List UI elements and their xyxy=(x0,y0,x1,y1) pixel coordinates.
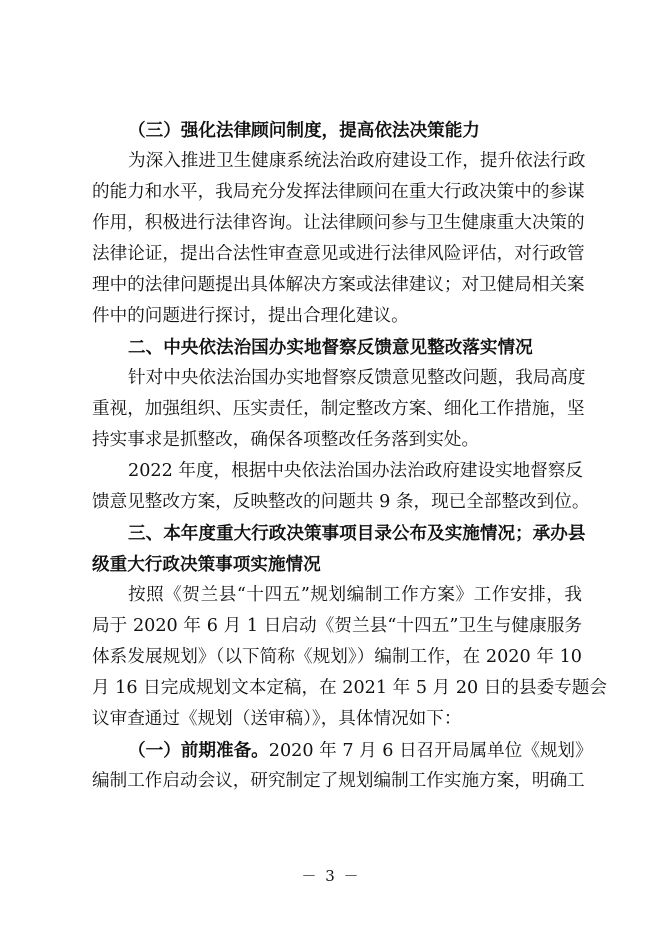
heading-three-block xyxy=(92,518,586,580)
paragraph-line: 件中的问题进行探讨，提出合理化建议。 xyxy=(92,306,409,326)
paragraph-planning xyxy=(92,580,607,735)
section-three-subheading-block xyxy=(92,115,582,146)
paragraph-line: 按照《贺兰县“十四五”规划编制工作方案》工作安排，我 xyxy=(128,585,582,605)
paragraph-line: 针对中央依法治国办实地督察反馈意见整改问题，我局高度 xyxy=(128,368,586,388)
paragraph-line: 重视，加强组织、压实责任，制定整改方案、细化工作措施，坚 xyxy=(92,399,585,419)
paragraph-rectification xyxy=(92,363,586,456)
heading-two-block xyxy=(92,332,582,363)
paragraph-legal-advisor xyxy=(92,146,586,332)
paragraph-line: 的能力和水平，我局充分发挥法律顾问在重大行政决策中的参谋 xyxy=(92,182,585,202)
paragraph-line: 2022 年度，根据中央依法治国办法治政府建设实地督察反 xyxy=(128,461,584,481)
paragraph-line: 月 16 日完成规划文本定稿，在 2021 年 5 月 20 日的县委专题会 xyxy=(92,678,607,698)
preparation-text: 2020 年 7 月 6 日召开局属单位《规划》 xyxy=(268,741,593,761)
paragraph-line: 持实事求是抓整改，确保各项整改任务落到实处。 xyxy=(92,430,480,450)
paragraph-line: 编制工作启动会议，研究制定了规划编制工作实施方案，明确工 xyxy=(92,771,585,791)
preparation-label: （一）前期准备。 xyxy=(128,740,269,761)
paragraph-line: 理中的法律问题提出具体解决方案或法律建议；对卫健局相关案 xyxy=(92,275,585,295)
paragraph-line xyxy=(92,735,593,766)
heading-three-line: 三、本年度重大行政决策事项目录公布及实施情况；承办县 xyxy=(128,523,586,544)
heading-three-line: 级重大行政决策事项实施情况 xyxy=(92,554,321,575)
heading-two: 二、中央依法治国办实地督察反馈意见整改落实情况 xyxy=(128,337,533,358)
page-number: － 3 － xyxy=(301,867,361,885)
paragraph-2022-summary xyxy=(92,456,590,518)
paragraph-line: 馈意见整改方案，反映整改的问题共 9 条，现已全部整改到位。 xyxy=(92,492,590,512)
paragraph-line: 为深入推进卫生健康系统法治政府建设工作，提升依法行政 xyxy=(128,151,586,171)
paragraph-line: 作用，积极进行法律咨询。让法律顾问参与卫生健康重大决策的 xyxy=(92,213,585,233)
section-three-subheading: （三）强化法律顾问制度，提高依法决策能力 xyxy=(128,120,480,141)
paragraph-line: 体系发展规划》（以下简称《规划》）编制工作，在 2020 年 10 xyxy=(92,647,582,667)
paragraph-line: 议审查通过《规划（送审稿）》，具体情况如下： xyxy=(92,709,462,729)
paragraph-line: 局于 2020 年 6 月 1 日启动《贺兰县“十四五”卫生与健康服务 xyxy=(92,616,582,636)
paragraph-preparation xyxy=(92,735,593,797)
paragraph-line: 法律论证，提出合法性审查意见或进行法律风险评估，对行政管 xyxy=(92,244,585,264)
